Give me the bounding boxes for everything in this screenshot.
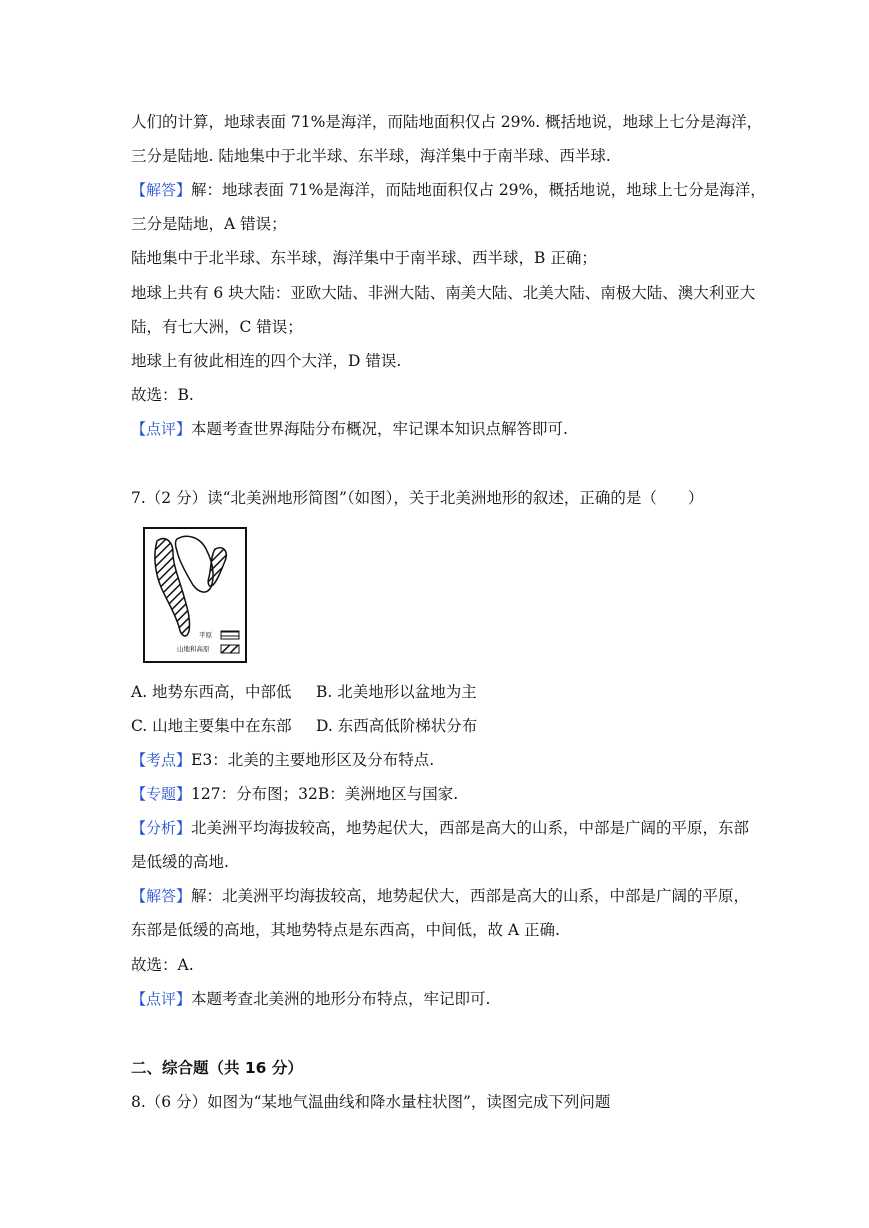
q6-text-line2: 三分是陆地. 陆地集中于北半球、东半球，海洋集中于南半球、西半球. xyxy=(131,147,611,165)
q6-answer-line6: 地球上有彼此相连的四个大洋，D 错误. xyxy=(131,352,402,370)
legend-mountain-label: 山地和高原 xyxy=(177,645,210,653)
q8-stem: 8.（6 分）如图为“某地气温曲线和降水量柱状图”，读图完成下列问题 xyxy=(131,1093,611,1111)
legend-plain-swatch xyxy=(221,631,239,639)
q7-option-a: A. 地势东西高，中部低 xyxy=(131,683,292,701)
answer-tag: 【解答】 xyxy=(131,181,192,199)
q7-options-row1 xyxy=(131,682,477,702)
comment-tag: 【点评】 xyxy=(131,990,192,1008)
q7-zhuanti xyxy=(131,784,458,804)
q6-answer-line4: 地球上共有 6 块大陆：亚欧大陆、非洲大陆、南美大陆、北美大陆、南极大陆、澳大利亚大 xyxy=(131,284,756,302)
q6-answer-line5: 陆，有七大洲，C 错误； xyxy=(131,318,303,336)
legend-plain-label: 平原 xyxy=(199,631,212,639)
q6-comment xyxy=(131,419,568,439)
q6-text-line1: 人们的计算，地球表面 71%是海洋，而陆地面积仅占 29%. 概括地说，地球上七分是海洋， xyxy=(131,113,763,131)
q7-option-b: B. 北美地形以盆地为主 xyxy=(316,683,477,701)
jieda-tag: 【解答】 xyxy=(131,887,192,905)
legend-mountain-swatch xyxy=(221,645,239,653)
section2-title: 二、综合题（共 16 分） xyxy=(131,1059,303,1077)
q7-option-c: C. 山地主要集中在东部 xyxy=(131,717,292,735)
q6-answer-line3: 陆地集中于北半球、东半球，海洋集中于南半球、西半球，B 正确； xyxy=(131,249,597,267)
kaodian-tag: 【考点】 xyxy=(131,751,192,769)
q7-choice: 故选：A. xyxy=(131,956,194,974)
q7-fenxi-line2: 是低缓的高地. xyxy=(131,853,229,871)
q7-comment xyxy=(131,989,490,1009)
north-america-terrain-map xyxy=(143,527,247,663)
q6-answer-line2: 三分是陆地，A 错误； xyxy=(131,215,287,233)
q6-choice: 故选：B. xyxy=(131,386,194,404)
comment-text: 本题考查世界海陆分布概况，牢记课本知识点解答即可. xyxy=(191,420,568,438)
comment-text: 本题考查北美洲的地形分布特点，牢记即可. xyxy=(191,990,491,1008)
q7-kaodian xyxy=(131,750,434,770)
fenxi-tag: 【分析】 xyxy=(131,819,192,837)
zhuanti-tag: 【专题】 xyxy=(131,785,192,803)
q7-jieda-line1 xyxy=(131,886,749,906)
kaodian-text: E3：北美的主要地形区及分布特点. xyxy=(191,751,435,769)
answer-text: 解：地球表面 71%是海洋，而陆地面积仅占 29%，概括地说，地球上七分是海洋， xyxy=(191,181,766,199)
q7-option-d: D. 东西高低阶梯状分布 xyxy=(316,717,478,735)
zhuanti-text: 127：分布图；32B：美洲地区与国家. xyxy=(191,785,459,803)
jieda-text: 解：北美洲平均海拔较高，地势起伏大，西部是高大的山系，中部是广阔的平原， xyxy=(191,887,750,905)
q7-options-row2 xyxy=(131,716,477,736)
q7-stem: 7.（2 分）读“北美洲地形简图”（如图），关于北美洲地形的叙述，正确的是（ ） xyxy=(131,489,704,507)
q6-answer-line1 xyxy=(131,180,766,200)
q7-fenxi-line1 xyxy=(131,818,749,838)
fenxi-text: 北美洲平均海拔较高，地势起伏大，西部是高大的山系，中部是广阔的平原，东部 xyxy=(191,819,750,837)
q7-jieda-line2: 东部是低缓的高地，其地势特点是东西高，中间低，故 A 正确. xyxy=(131,921,560,939)
terrain-map-svg xyxy=(143,527,247,663)
comment-tag: 【点评】 xyxy=(131,420,192,438)
